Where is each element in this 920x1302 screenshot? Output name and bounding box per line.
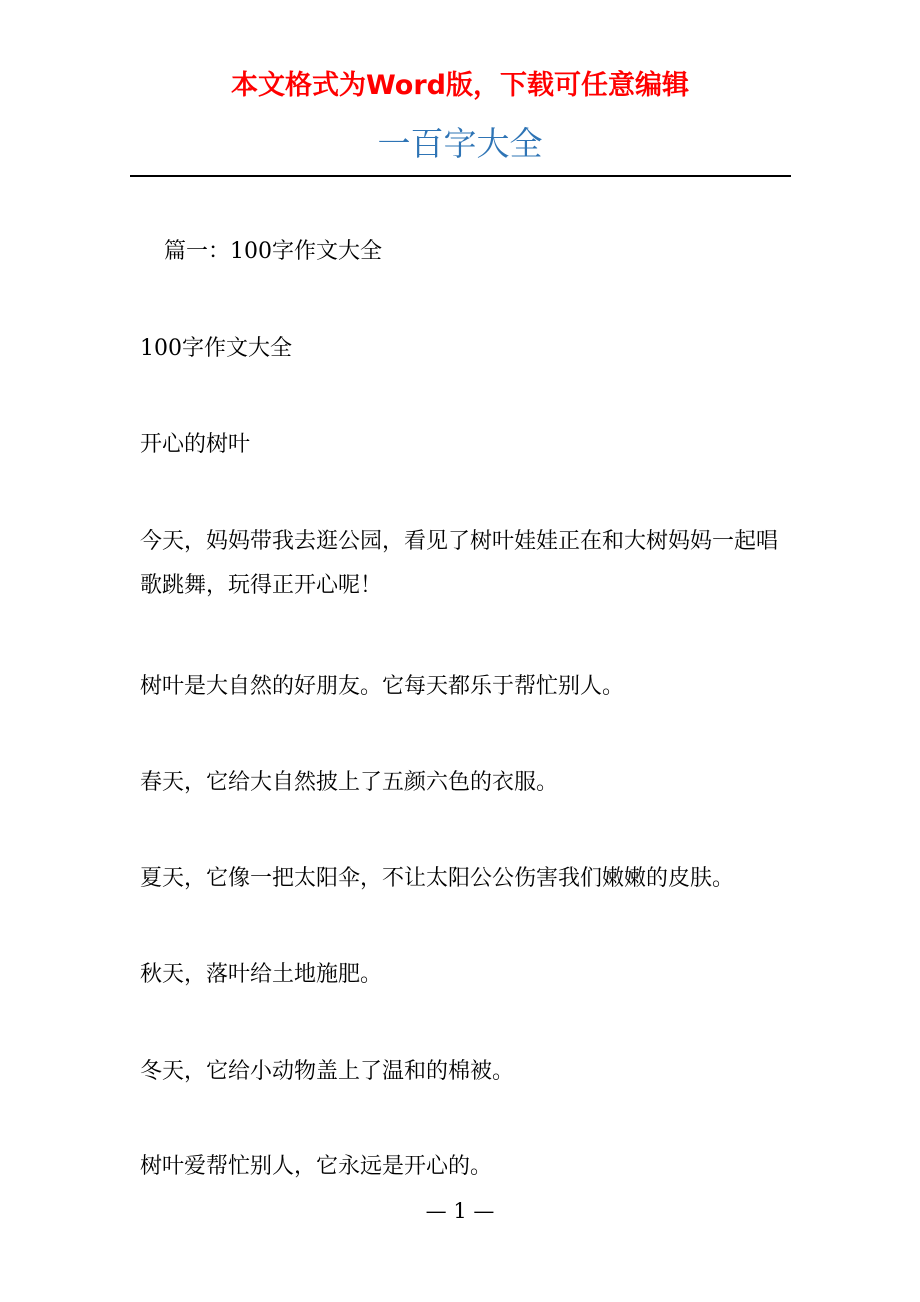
essay-collection-subtitle: 100字作文大全	[140, 336, 292, 361]
page-number: — 1 —	[425, 1199, 495, 1223]
paragraph-4: 夏天，它像一把太阳伞，不让太阳公公伤害我们嫩嫩的皮肤。	[140, 866, 735, 891]
paragraph-5: 秋天，落叶给土地施肥。	[140, 962, 383, 987]
paragraph-3: 春天，它给大自然披上了五颜六色的衣服。	[140, 770, 559, 795]
word-format-banner: 本文格式为Word版，下载可任意编辑	[230, 70, 689, 101]
paragraph-6: 冬天，它给小动物盖上了温和的棉被。	[140, 1059, 515, 1084]
paragraph-1: 今天，妈妈带我去逛公园，看见了树叶娃娃正在和大树妈妈一起唱歌跳舞，玩得正开心呢！	[140, 529, 779, 598]
paragraph-2: 树叶是大自然的好朋友。它每天都乐于帮忙别人。	[140, 674, 625, 699]
header-divider	[130, 175, 791, 177]
section-heading: 篇一：100字作文大全	[164, 239, 382, 264]
paragraph-7: 树叶爱帮忙别人，它永远是开心的。	[140, 1154, 493, 1179]
document-title: 一百字大全	[377, 124, 543, 163]
essay-title: 开心的树叶	[140, 432, 251, 457]
